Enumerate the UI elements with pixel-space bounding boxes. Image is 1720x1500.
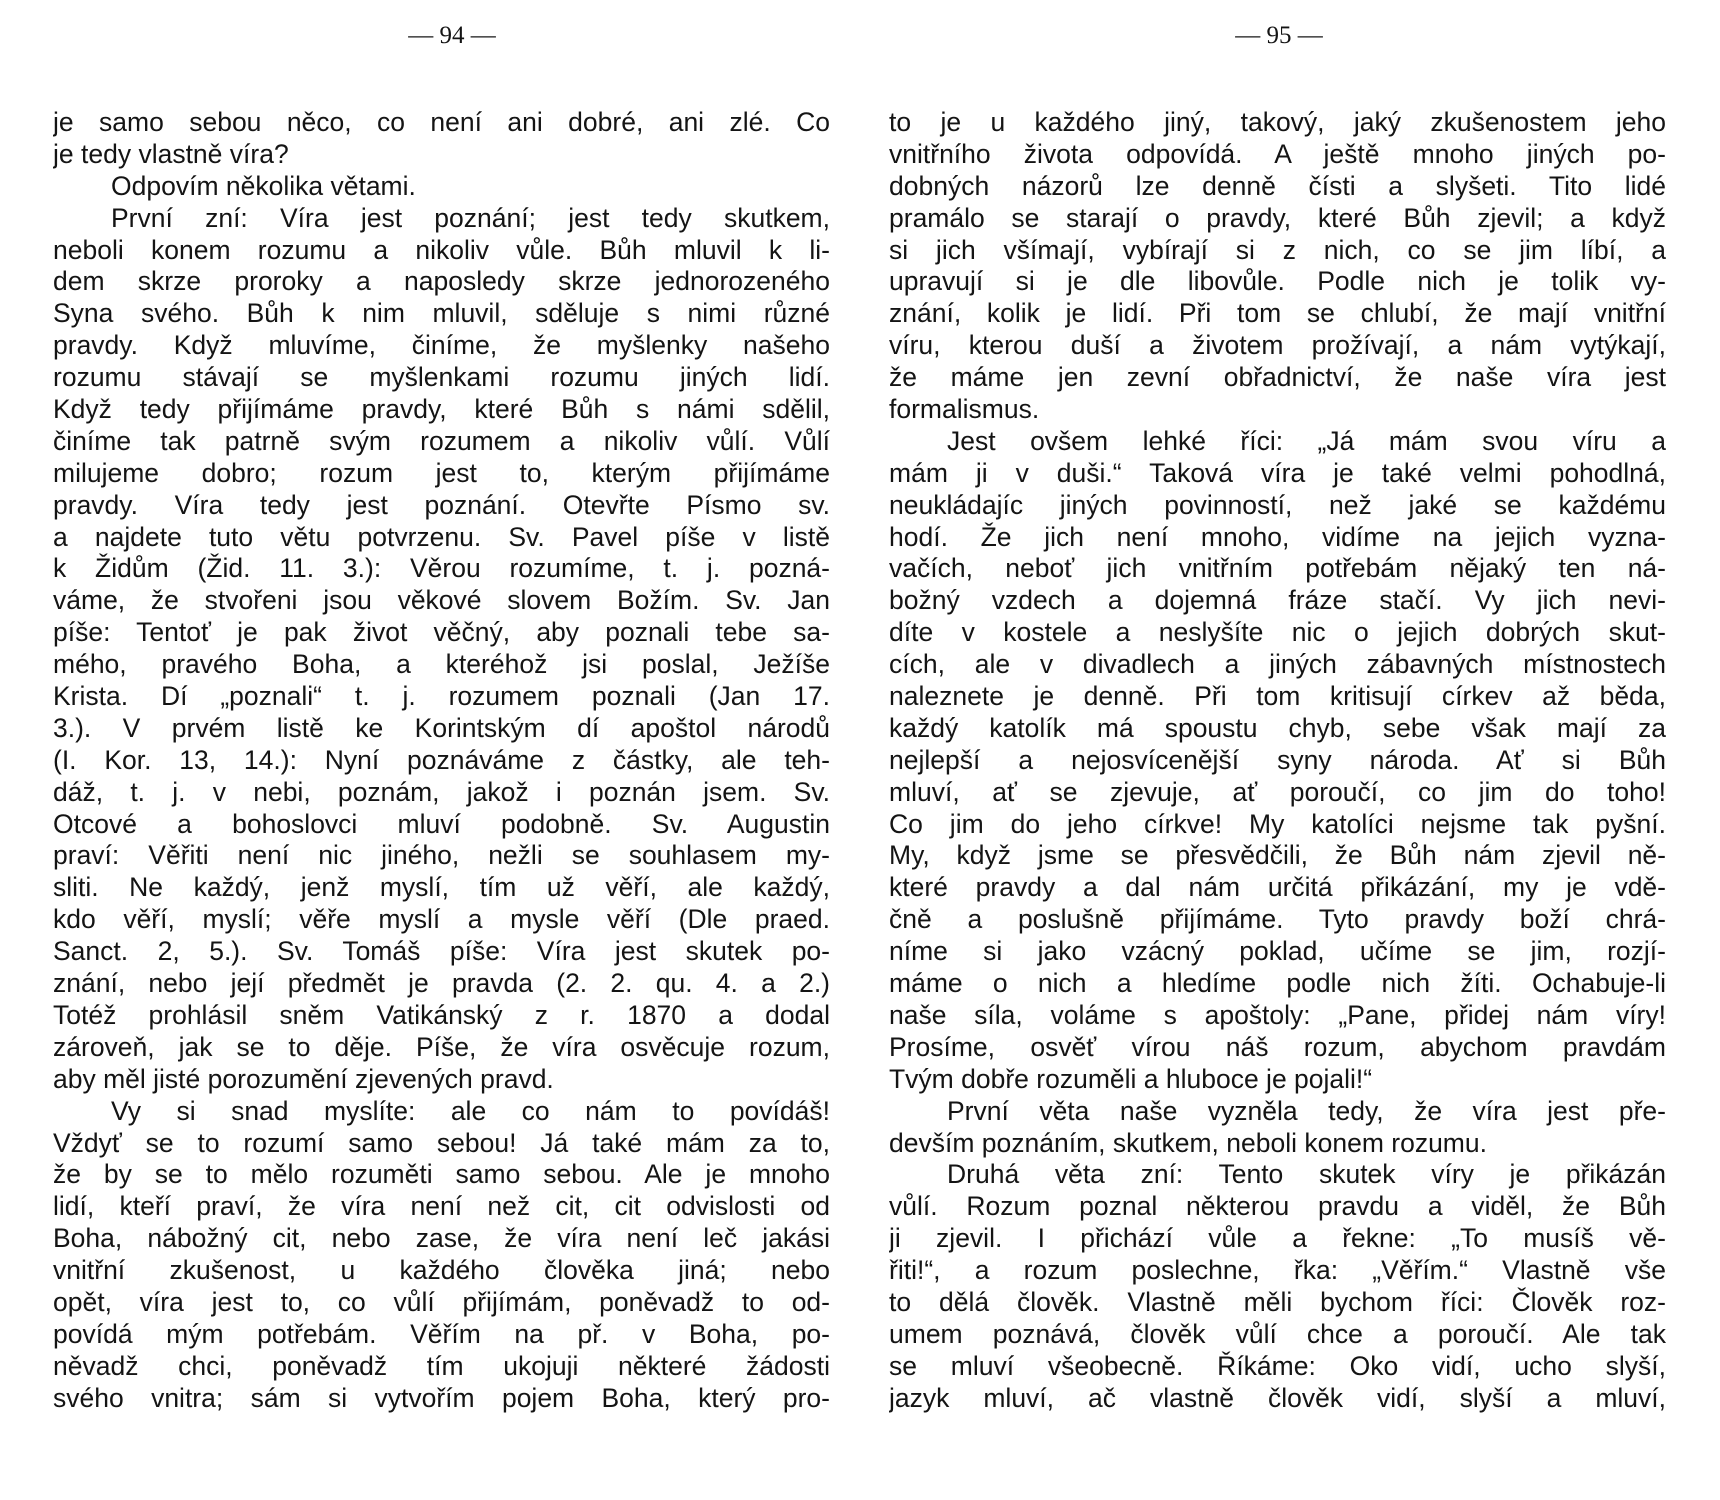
text-line: opět, víra jest to, co vůlí přijímám, poněvadž to od- — [53, 1286, 830, 1317]
text-line: umem poznává, člověk vůlí chce a poroučí. Ale tak — [889, 1318, 1666, 1349]
text-line: váme, že stvořeni jsou věkové slovem Božím. Sv. Jan — [53, 585, 830, 616]
text-line: které pravdy a dal nám určitá přikázání, my je vdě- — [889, 872, 1666, 903]
text-line: si jich všímají, vybírají si z nich, co se jim líbí, a — [889, 234, 1666, 265]
text-line: vnitřního života odpovídá. A ještě mnoho jiných po- — [889, 138, 1666, 169]
text-line: něvadž chci, poněvadž tím ukojuji některé žádosti — [53, 1350, 830, 1381]
text-line: neukládajíc jiných povinností, než jaké se každému — [889, 489, 1666, 520]
text-line: božný vzdech a dojemná fráze stačí. Vy jich nevi- — [889, 585, 1666, 616]
paragraph — [53, 203, 830, 1096]
text-line: že by se to mělo rozuměti samo sebou. Ale je mnoho — [53, 1159, 830, 1190]
text-line: níme si jako vzácný poklad, učíme se jim, rozjí- — [889, 936, 1666, 967]
text-line: cích, ale v divadlech a jiných zábavných místnostech — [889, 649, 1666, 680]
text-line: rozumu stávají se myšlenkami rozumu jiných lidí. — [53, 362, 830, 393]
text-line: Totéž prohlásil sněm Vatikánský z r. 1870 a dodal — [53, 999, 830, 1030]
text-line: píše: Tentoť je pak život věčný, aby poznali tebe sa- — [53, 617, 830, 648]
text-line: Tvým dobře rozuměli a hluboce je pojali!“ — [889, 1063, 1373, 1094]
text-line: Krista. Dí „poznali“ t. j. rozumem poznali (Jan 17. — [53, 681, 830, 712]
text-line: vůlí. Rozum poznal některou pravdu a viděl, že Bůh — [889, 1191, 1666, 1222]
text-line: je samo sebou něco, co není ani dobré, ani zlé. Co — [53, 107, 830, 137]
text-line: Syna svého. Bůh k nim mluvil, sděluje s nimi různé — [53, 298, 830, 329]
text-line: nejlepší a nejosvícenější syny národa. Ať si Bůh — [889, 744, 1666, 775]
text-line: Druhá věta zní: Tento skutek víry je přikázán — [947, 1159, 1666, 1190]
page-number-left: — 94 — — [408, 22, 496, 49]
text-line: naleznete je denně. Při tom kritisují církev až běda, — [889, 681, 1666, 712]
text-line: zároveň, jak se to děje. Píše, že víra osvěcuje rozum, — [53, 1031, 830, 1062]
text-line: hodí. Že jich není mnoho, vidíme na jejich vyzna- — [889, 521, 1666, 552]
text-line: to dělá člověk. Vlastně měli bychom říci: Člověk roz- — [889, 1286, 1666, 1317]
text-line: k Židům (Žid. 11. 3.): Věrou rozumíme, t. j. pozná- — [53, 553, 830, 584]
paragraph — [889, 426, 1666, 1096]
paragraph — [889, 1096, 1666, 1160]
text-line: pravdy. Víra tedy jest poznání. Otevřte Písmo sv. — [53, 489, 830, 520]
text-line: lidí, kteří praví, že víra není než cit, cit odvislosti od — [53, 1191, 830, 1222]
text-line: se mluví všeobecně. Říkáme: Oko vidí, ucho slyší, — [889, 1350, 1666, 1381]
text-line: praví: Věřiti není nic jiného, nežli se souhlasem my- — [53, 840, 830, 871]
text-line: pravdy. Když mluvíme, činíme, že myšlenky našeho — [53, 330, 830, 361]
text-line: milujeme dobro; rozum jest to, kterým přijímáme — [53, 457, 830, 488]
text-line: mluví, ať se zjevuje, ať poroučí, co jim do toho! — [889, 776, 1666, 807]
paragraph — [889, 107, 1666, 426]
text-line: znání, kolik je lidí. Při tom se chlubí, že mají vnitřní — [889, 298, 1666, 329]
text-line: Boha, nábožný cit, nebo zase, že víra není leč jakási — [53, 1223, 830, 1254]
text-line: Co jim do jeho církve! My katolíci nejsme tak pyšní. — [889, 808, 1666, 839]
paragraph — [53, 1096, 830, 1415]
text-line: vnitřní zkušenost, u každého člověka jiná; nebo — [53, 1255, 830, 1286]
text-line: První věta naše vyzněla tedy, že víra jest pře- — [947, 1095, 1666, 1126]
text-line: dáž, t. j. v nebi, poznám, jakož i poznán jsem. Sv. — [53, 776, 830, 807]
text-line: to je u každého jiný, takový, jaký zkušenostem jeho — [889, 107, 1666, 137]
text-line: máme o nich a hledíme podle nich žíti. Ochabuje-li — [889, 968, 1666, 999]
text-line: Prosíme, osvěť vírou náš rozum, abychom pravdám — [889, 1031, 1666, 1062]
text-line: a najdete tuto větu potvrzenu. Sv. Pavel píše v listě — [53, 521, 830, 552]
text-line: upravují si je dle libovůle. Podle nich je tolik vy- — [889, 266, 1666, 297]
text-line: kdo věří, myslí; věře myslí a mysle věří (Dle praed. — [53, 904, 830, 935]
text-line: Sanct. 2, 5.). Sv. Tomáš píše: Víra jest skutek po- — [53, 936, 830, 967]
text-line: řiti!“, a rozum poslechne, řka: „Věřím.“ Vlastně vše — [889, 1255, 1666, 1286]
text-line: Když tedy přijímáme pravdy, které Bůh s námi sdělil, — [53, 394, 830, 425]
text-line: Otcové a bohoslovci mluví podobně. Sv. Augustin — [53, 808, 830, 839]
text-line: Vždyť se to rozumí samo sebou! Já také mám za to, — [53, 1127, 830, 1158]
text-line: devším poznáním, skutkem, neboli konem rozumu. — [889, 1127, 1487, 1158]
text-line: jazyk mluví, ač vlastně člověk vidí, slyší a mluví, — [889, 1382, 1666, 1413]
text-line: Jest ovšem lehké říci: „Já mám svou víru a — [947, 425, 1666, 456]
text-line: neboli konem rozumu a nikoliv vůle. Bůh mluvil k li- — [53, 234, 830, 265]
paragraph — [53, 171, 830, 203]
text-line: svého vnitra; sám si vytvořím pojem Boha, který pro- — [53, 1382, 830, 1413]
text-line: sliti. Ne každý, jenž myslí, tím už věří, ale každý, — [53, 872, 830, 903]
text-line: Odpovím několika větami. — [111, 170, 416, 201]
paragraph — [889, 1159, 1666, 1414]
text-line: dobných názorů lze denně čísti a slyšeti. Tito lidé — [889, 170, 1666, 201]
text-line: dem skrze proroky a naposledy skrze jednorozeného — [53, 266, 830, 297]
text-line: víru, kterou duší a životem prožívají, a nám vytýkají, — [889, 330, 1666, 361]
text-line: ji zjevil. I přichází vůle a řekne: „To musíš vě- — [889, 1223, 1666, 1254]
text-line: je tedy vlastně víra? — [53, 138, 289, 169]
text-line: (I. Kor. 13, 14.): Nyní poznáváme z částky, ale teh- — [53, 744, 830, 775]
text-line: 3.). V prvém listě ke Korintským dí apoštol národů — [53, 712, 830, 743]
text-line: činíme tak patrně svým rozumem a nikoliv vůlí. Vůlí — [53, 425, 830, 456]
text-line: díte v kostele a neslyšíte nic o jejich dobrých skut- — [889, 617, 1666, 648]
text-line: mám ji v duši.“ Taková víra je také velmi pohodlná, — [889, 457, 1666, 488]
text-line: znání, nebo její předmět je pravda (2. 2. qu. 4. a 2.) — [53, 968, 830, 999]
text-line: První zní: Víra jest poznání; jest tedy skutkem, — [111, 202, 830, 233]
text-line: naše síla, voláme s apoštoly: „Pane, přidej nám víry! — [889, 999, 1666, 1030]
page-95-text-column — [889, 107, 1666, 1415]
text-line: aby měl jisté porozumění zjevených pravd. — [53, 1063, 554, 1094]
page-number-right: — 95 — — [1235, 22, 1323, 49]
text-line: mého, pravého Boha, a kteréhož jsi poslal, Ježíše — [53, 649, 830, 680]
text-line: povídá mým potřebám. Věřím na př. v Boha, po- — [53, 1318, 830, 1349]
page-94-text-column — [53, 107, 830, 1415]
text-line: My, když jsme se přesvědčili, že Bůh nám zjevil ně- — [889, 840, 1666, 871]
text-line: každý katolík má spoustu chyb, sebe však mají za — [889, 712, 1666, 743]
text-line: vačích, neboť jich vnitřním potřebám nějaký ten ná- — [889, 553, 1666, 584]
paragraph — [53, 107, 830, 171]
text-line: čně a poslušně přijímáme. Tyto pravdy boží chrá- — [889, 904, 1666, 935]
text-line: Vy si snad myslíte: ale co nám to povídáš! — [111, 1095, 830, 1126]
text-line: formalismus. — [889, 394, 1040, 425]
text-line: že máme jen zevní obřadnictví, že naše víra jest — [889, 362, 1666, 393]
text-line: pramálo se starají o pravdy, které Bůh zjevil; a když — [889, 202, 1666, 233]
